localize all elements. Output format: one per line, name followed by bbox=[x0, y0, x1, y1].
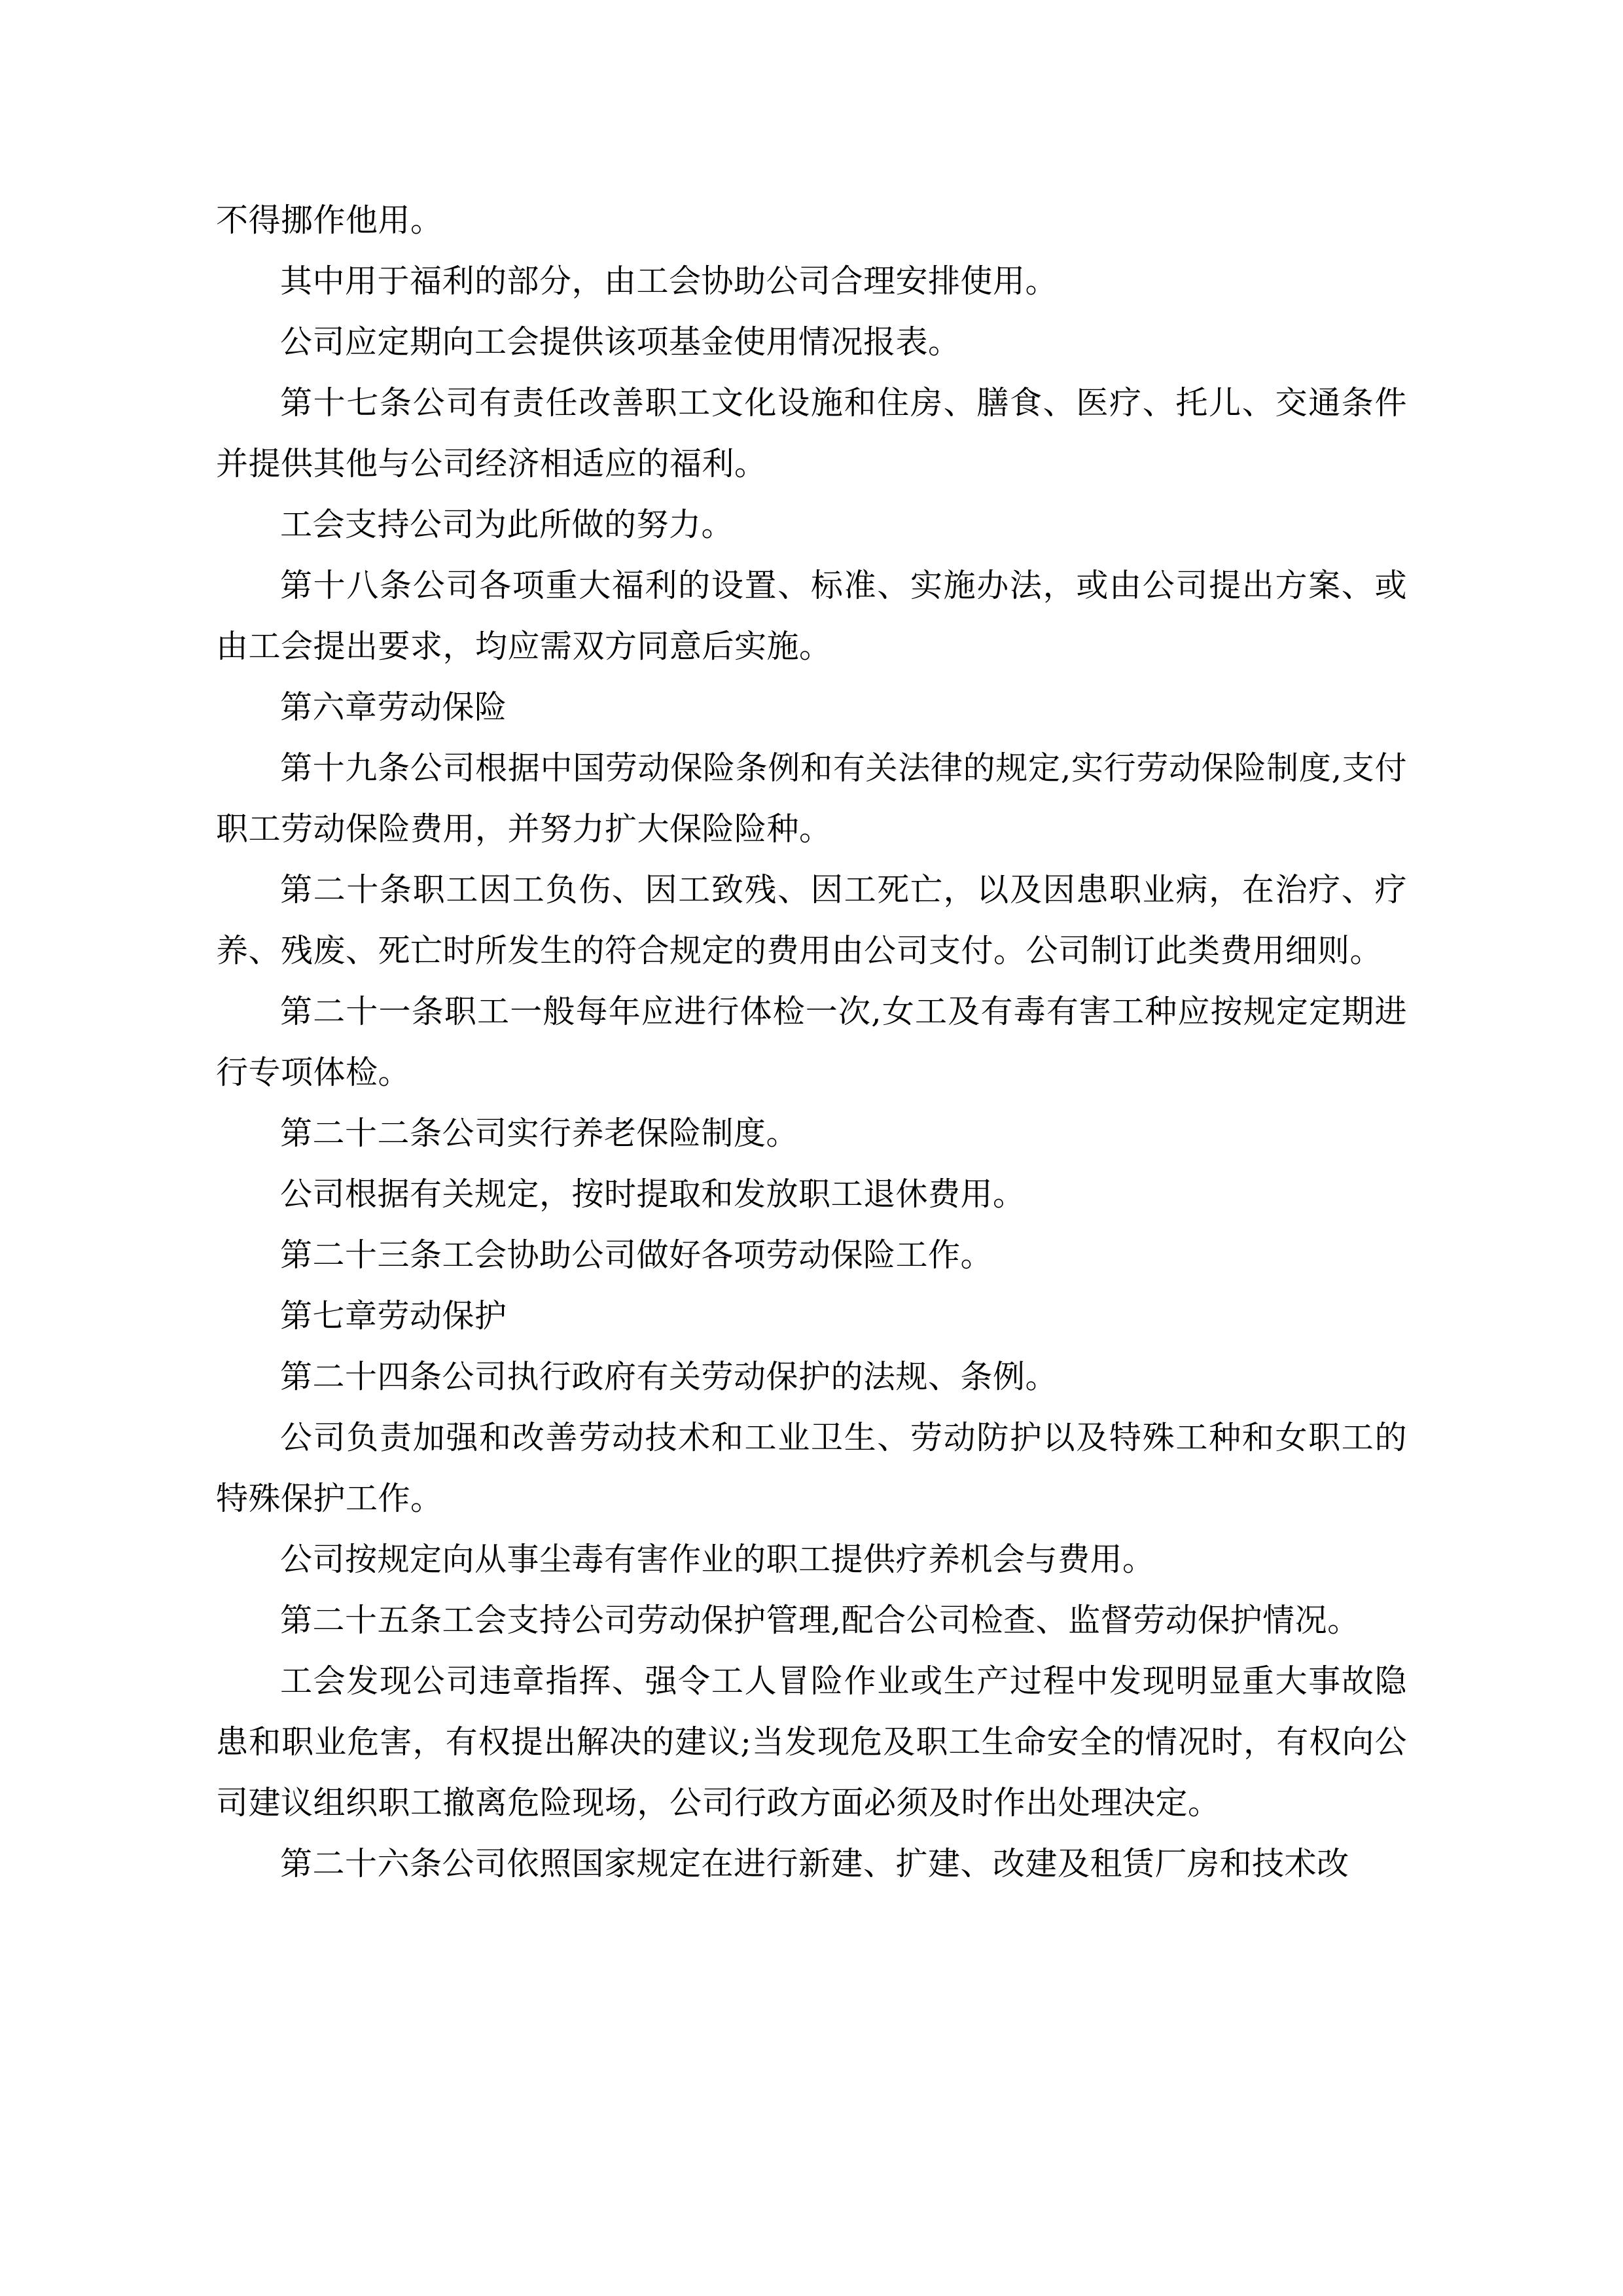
paragraph: 第二十三条工会协助公司做好各项劳动保险工作。 bbox=[280, 1236, 993, 1274]
paragraph: 第二十条职工因工负伤、因工致残、因工死亡，以及因患职业病，在治疗、疗养、残废、死亡时所发生的符合规定的费用由公司支付。公司制订此类费用细则。 bbox=[216, 871, 1407, 969]
paragraph: 不得挪作他用。 bbox=[216, 202, 443, 239]
paragraph: 第二十六条公司依照国家规定在进行新建、扩建、改建及租赁厂房和技术改 bbox=[280, 1845, 1349, 1882]
paragraph: 工会发现公司违章指挥、强令工人冒险作业或生产过程中发现明显重大事故隐患和职业危害，有权提出解决的建议;当发现危及职工生命安全的情况时，有权向公司建议组织职工撤离危险现场，公司行政方面必须及时作出处理决定。 bbox=[216, 1662, 1407, 1821]
paragraph: 第十九条公司根据中国劳动保险条例和有关法律的规定,实行劳动保险制度,支付职工劳动保险费用，并努力扩大保险险种。 bbox=[216, 749, 1407, 848]
document-body bbox=[216, 190, 1407, 1894]
paragraph: 第十七条公司有责任改善职工文化设施和住房、膳食、医疗、托儿、交通条件并提供其他与公司经济相适应的福利。 bbox=[216, 384, 1407, 482]
paragraph: 第二十四条公司执行政府有关劳动保护的法规、条例。 bbox=[280, 1358, 1058, 1395]
paragraph: 第十八条公司各项重大福利的设置、标准、实施办法，或由公司提出方案、或由工会提出要求，均应需双方同意后实施。 bbox=[216, 567, 1407, 665]
section-heading: 第六章劳动保险 bbox=[280, 689, 507, 726]
paragraph: 公司根据有关规定，按时提取和发放职工退休费用。 bbox=[280, 1175, 1026, 1213]
section-heading: 第七章劳动保护 bbox=[280, 1297, 507, 1335]
paragraph: 工会支持公司为此所做的努力。 bbox=[280, 506, 734, 543]
paragraph: 公司应定期向工会提供该项基金使用情况报表。 bbox=[280, 323, 961, 361]
paragraph: 公司按规定向从事尘毒有害作业的职工提供疗养机会与费用。 bbox=[280, 1541, 1155, 1578]
paragraph: 第二十一条职工一般每年应进行体检一次,女工及有毒有害工种应按规定定期进行专项体检。 bbox=[216, 993, 1407, 1091]
paragraph: 其中用于福利的部分，由工会协助公司合理安排使用。 bbox=[280, 262, 1058, 300]
paragraph: 第二十二条公司实行养老保险制度。 bbox=[280, 1115, 799, 1152]
paragraph: 公司负责加强和改善劳动技术和工业卫生、劳动防护以及特殊工种和女职工的特殊保护工作。 bbox=[216, 1419, 1407, 1517]
paragraph: 第二十五条工会支持公司劳动保护管理,配合公司检查、监督劳动保护情况。 bbox=[280, 1602, 1360, 1639]
